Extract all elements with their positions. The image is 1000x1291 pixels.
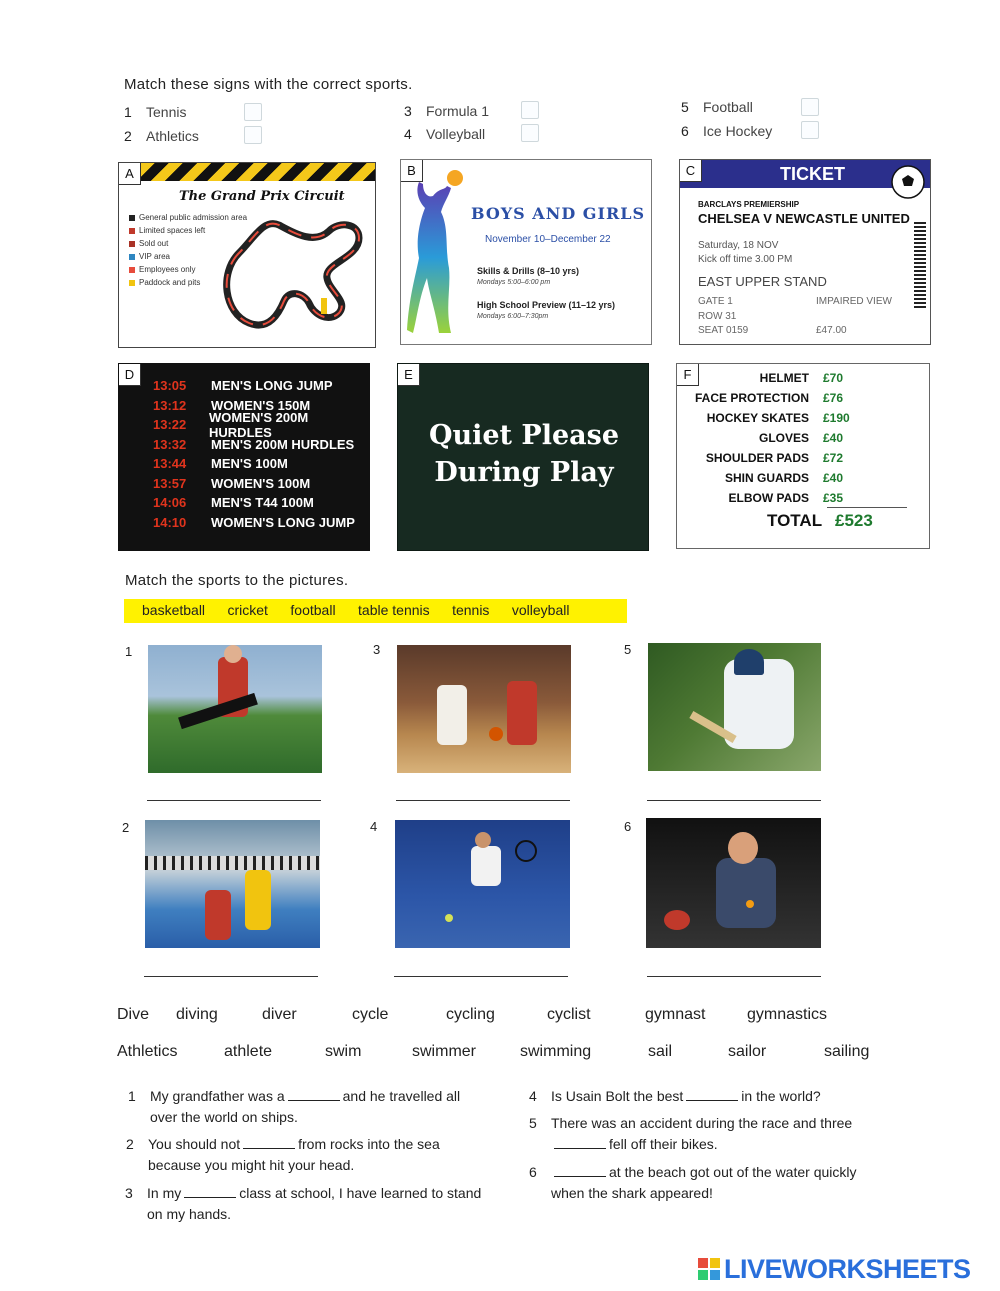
logo-tile: [710, 1270, 720, 1280]
vocab-word: cyclist: [547, 1006, 591, 1023]
sport-item-3: 3 Formula 1: [404, 103, 490, 119]
legend-item: General public admission area: [129, 211, 247, 224]
ticket-match: CHELSEA V NEWCASTLE UNITED: [698, 211, 910, 226]
vocab-word: gymnastics: [747, 1006, 828, 1023]
schedule-row: 13:32 MEN'S 200M HURDLES: [153, 436, 355, 452]
hockey-kit-list: [683, 368, 850, 508]
blank-3[interactable]: [184, 1197, 236, 1198]
kit-row: FACE PROTECTION £76: [694, 391, 844, 405]
kit-row: HOCKEY SKATES £190: [706, 411, 850, 425]
vocab-word: swim: [325, 1043, 362, 1060]
sign-card-a: [118, 162, 376, 348]
answer-box-3[interactable]: [521, 101, 539, 119]
vocab-word: diver: [262, 1006, 297, 1023]
total-divider: [827, 507, 907, 508]
ticket-date: Saturday, 18 NOV: [698, 240, 779, 251]
word-football: football: [290, 602, 336, 618]
vocab-word: swimming: [520, 1043, 592, 1060]
answer-box-4[interactable]: [521, 124, 539, 142]
legend-item: Paddock and pits: [129, 276, 247, 289]
ticket-league: BARCLAYS PREMIERSHIP: [698, 200, 800, 209]
paddle-icon: [664, 910, 690, 930]
picture-number-2: 2: [122, 820, 130, 835]
ticket-seat: SEAT 0159: [698, 325, 749, 336]
legend-item: Sold out: [129, 237, 247, 250]
tennis-ball-icon: [445, 914, 453, 922]
vocab-word: gymnast: [645, 1006, 706, 1023]
player-white: [437, 685, 467, 745]
player-head-2: [475, 832, 491, 848]
ticket-stand: EAST UPPER STAND: [698, 274, 827, 289]
ticket-row: ROW 31: [698, 311, 737, 322]
basketball-picture: [397, 645, 571, 773]
vocab-word: Dive: [117, 1006, 150, 1023]
cricket-picture: [648, 643, 821, 771]
volleyball-picture: [145, 820, 320, 948]
camp-dates: November 10–December 22: [485, 234, 611, 245]
legend-swatch: [129, 267, 135, 273]
logo-tile: [710, 1258, 720, 1268]
legend-item: VIP area: [129, 250, 247, 263]
barcode-icon: [914, 222, 926, 308]
sport-item-5: 5 Football: [681, 99, 753, 115]
card-tag-e: E: [398, 364, 420, 386]
answer-line-6[interactable]: [647, 976, 821, 977]
kit-row: GLOVES £40: [758, 431, 844, 445]
legend-swatch: [129, 241, 135, 247]
answer-line-2[interactable]: [144, 976, 318, 977]
schedule-row: 14:10 WOMEN'S LONG JUMP: [153, 514, 355, 530]
circuit-title: The Grand Prix Circuit: [179, 189, 345, 204]
word-cricket: cricket: [227, 602, 268, 618]
logo-tile: [698, 1270, 708, 1280]
kit-row: SHIN GUARDS £40: [724, 471, 844, 485]
blank-4[interactable]: [686, 1100, 738, 1101]
answer-line-4[interactable]: [394, 976, 568, 977]
sign-card-c: [679, 159, 931, 345]
quiet-please-line2: During Play: [434, 457, 614, 488]
logo-tile: [698, 1258, 708, 1268]
question-1: 1 My grandfather was a and he travelled all over the world on ships.: [128, 1088, 461, 1125]
player-red: [507, 681, 537, 745]
answer-box-1[interactable]: [244, 103, 262, 121]
section1-title: Match these signs with the correct sports.: [124, 76, 413, 93]
vocab-word: cycling: [446, 1006, 495, 1023]
question-4: 4 Is Usain Bolt the best in the world?: [529, 1088, 821, 1104]
answer-box-2[interactable]: [244, 126, 262, 144]
kit-row: SHOULDER PADS £72: [705, 451, 844, 465]
vocab-word: swimmer: [412, 1043, 476, 1060]
word-volleyball: volleyball: [511, 602, 570, 618]
circuit-track-icon: [209, 203, 369, 343]
blank-6[interactable]: [554, 1176, 606, 1177]
card-tag-a: A: [119, 163, 141, 185]
schedule-row: 13:05 MEN'S LONG JUMP: [153, 378, 333, 394]
legend-item: Limited spaces left: [129, 224, 247, 237]
player-jersey-2: [205, 890, 231, 940]
total-label: TOTAL: [767, 511, 823, 530]
ping-pong-ball-icon: [746, 900, 754, 908]
section2-title: Match the sports to the pictures.: [125, 572, 349, 589]
legend-item: Employees only: [129, 263, 247, 276]
sport-item-6: 6 Ice Hockey: [681, 123, 773, 139]
answer-line-1[interactable]: [147, 800, 321, 801]
legend-swatch: [129, 215, 135, 221]
question-6: 6 at the beach got out of the water quickly when the shark appeared!: [529, 1164, 857, 1201]
ticket-price: £47.00: [816, 325, 847, 336]
player-face: [728, 832, 758, 864]
card-tag-c: C: [680, 160, 702, 182]
program2-title: High School Preview (11–12 yrs): [477, 300, 616, 310]
answer-box-5[interactable]: [801, 98, 819, 116]
vocab-word: diving: [176, 1006, 218, 1023]
vocab-word: Athletics: [117, 1043, 178, 1060]
kit-row: ELBOW PADS £35: [728, 491, 844, 505]
card-tag-f: F: [677, 364, 699, 386]
player-head: [224, 645, 242, 663]
racket-icon: [515, 840, 537, 862]
schedule-row: 13:12 WOMEN'S 150M: [153, 397, 311, 413]
football-icon: [890, 164, 926, 200]
word-basketball: basketball: [142, 602, 206, 618]
word-tennis: tennis: [452, 602, 490, 618]
blank-1[interactable]: [288, 1100, 340, 1101]
program1-title: Skills & Drills (8–10 yrs): [477, 266, 580, 276]
player-jersey: [245, 870, 271, 930]
table-tennis-picture: [646, 818, 821, 948]
schedule-row: 14:06 MEN'S T44 100M: [153, 495, 314, 511]
schedule-row: 13:22 WOMEN'S 200M HURDLES: [153, 409, 309, 440]
liveworksheets-logo-icon: [698, 1258, 720, 1280]
answer-line-3[interactable]: [396, 800, 570, 801]
athletics-schedule: [153, 376, 369, 532]
legend-swatch: [129, 280, 135, 286]
ticket-kickoff: Kick off time 3.00 PM: [698, 254, 793, 265]
question-2: 2 You should not from rocks into the sea because you might hit your head.: [126, 1136, 440, 1173]
total-value: £523: [835, 511, 873, 530]
ticket-view: IMPAIRED VIEW: [816, 296, 892, 307]
tennis-picture: [395, 820, 570, 948]
quiet-please-line1: Quiet Please: [428, 420, 620, 451]
blank-2[interactable]: [243, 1148, 295, 1149]
sport-item-2: 2 Athletics: [124, 128, 199, 144]
volleyball-player-icon: [405, 168, 469, 338]
card-tag-d: D: [119, 364, 141, 386]
vocab-word: cycle: [352, 1006, 389, 1023]
sign-card-f: [676, 363, 930, 549]
helmet-icon: [734, 649, 764, 675]
program2-time: Mondays 6:00–7:30pm: [477, 313, 549, 320]
ticket-gate: GATE 1: [698, 296, 733, 307]
basketball-icon: [489, 727, 503, 741]
word-table-tennis: table tennis: [358, 602, 430, 618]
brand-name: LIVEWORKSHEETS: [724, 1254, 971, 1284]
kit-row: HELMET £70: [759, 371, 844, 385]
answer-box-6[interactable]: [801, 121, 819, 139]
football-picture: [148, 645, 322, 773]
picture-number-1: 1: [125, 644, 133, 659]
vocab-word: sailor: [728, 1043, 767, 1060]
card-tag-b: B: [401, 160, 423, 182]
boys-girls-title: BOYS AND GIRLS: [471, 204, 646, 223]
sport-item-4: 4 Volleyball: [404, 126, 486, 142]
question-5: 5 There was an accident during the race and threefell off their bikes.: [529, 1115, 853, 1152]
sign-card-b: [400, 159, 652, 345]
vocab-word: sailing: [824, 1043, 870, 1060]
picture-number-6: 6: [624, 819, 632, 834]
player-shirt-white: [471, 846, 501, 886]
player-shirt-dark: [716, 858, 776, 928]
sign-card-d: [118, 363, 370, 551]
hazard-stripe: [119, 163, 376, 181]
vocab-word: sail: [648, 1043, 673, 1060]
blank-5[interactable]: [554, 1148, 606, 1149]
schedule-row: 13:44 MEN'S 100M: [153, 456, 288, 472]
sign-card-e: [397, 363, 649, 551]
schedule-row: 13:57 WOMEN'S 100M: [153, 475, 311, 491]
answer-line-5[interactable]: [647, 800, 821, 801]
sport-item-1: 1 Tennis: [124, 104, 187, 120]
picture-number-3: 3: [373, 642, 381, 657]
word-bank: [124, 599, 627, 623]
volleyball-net: [145, 856, 320, 870]
picture-number-4: 4: [370, 819, 378, 834]
ticket-header: TICKET: [780, 164, 845, 184]
legend-swatch: [129, 228, 135, 234]
picture-number-5: 5: [624, 642, 632, 657]
vocab-word: athlete: [224, 1043, 273, 1060]
program1-time: Mondays 5:00–6:00 pm: [477, 279, 551, 286]
legend-swatch: [129, 254, 135, 260]
question-3: 3 In my class at school, I have learned to stand on my hands.: [125, 1185, 482, 1222]
